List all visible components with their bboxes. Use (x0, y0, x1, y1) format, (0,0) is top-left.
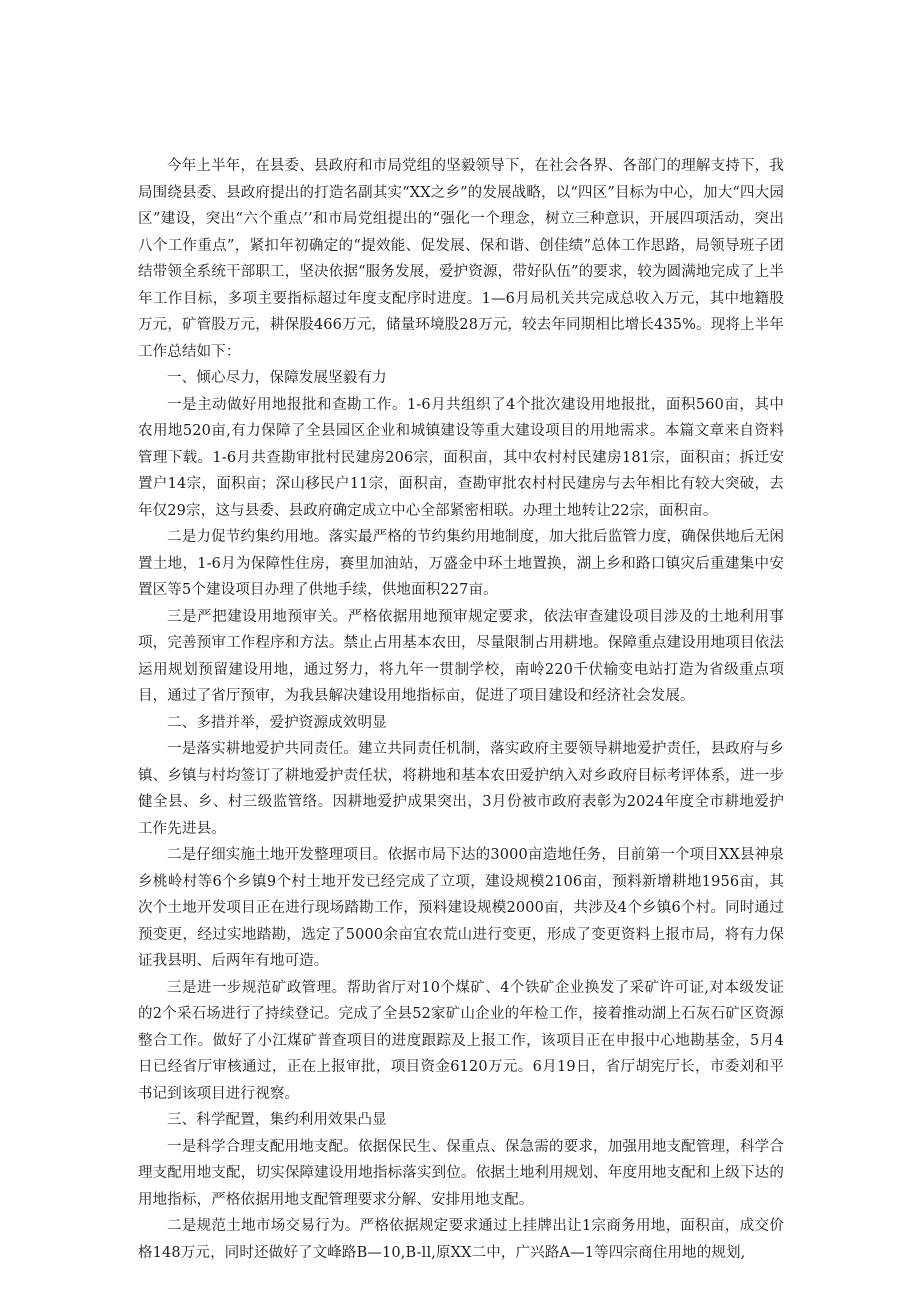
body-paragraph: 一是主动做好用地报批和查勘工作。1-6月共组织了4个批次建设用地报批，面积560亩，其中农用地520亩,有力保障了全县园区企业和城镇建设等重大建设项目的用地需求。本篇文章来自资料管理下载。1-6月共查勘审批村民建房206宗，面积亩，其中农村村民建房181宗，面积亩；拆迁安置户14宗，面积亩；深山移民户11宗，面积亩，查勘审批农村村民建房与去年相比有较大突破，去年仅29宗，这与县委、县政府确定成立中心全部紧密相联。办理土地转让22宗，面积亩。 (138, 396, 784, 519)
body-paragraph: 三是严把建设用地预审关。严格依据用地预审规定要求，依法审查建设项目涉及的土地利用事项，完善预审工作程序和方法。禁止占用基本农田，尽量限制占用耕地。保障重点建设用地项目依法运用规划预留建设用地，通过努力，将九年一贯制学校，南岭220千伏输变电站打造为省级重点项目，通过了省厅预审，为我县解决建设用地指标亩，促进了项目建设和经济社会发展。 (138, 608, 784, 704)
body-paragraph: 一是科学合理支配用地支配。依据保民生、保重点、保急需的要求，加强用地支配管理，科学合理支配用地支配，切实保障建设用地指标落实到位。依据土地利用规划、年度用地支配和上级下达的用地指标，严格依据用地支配管理要求分解、安排用地支配。 (138, 1138, 784, 1208)
document-body (138, 153, 784, 1266)
body-paragraph: 三是进一步规范矿政管理。帮助省厅对10个煤矿、4个铁矿企业换发了采矿许可证,对本级发证的2个采石场进行了持续登记。完成了全县52家矿山企业的年检工作，接着推动湖上石灰石矿区资源整合工作。做好了小江煤矿普查项目的进度跟踪及上报工作，该项目正在申报中心地勘基金，5月4日已经省厅审核通过，正在上报审批，项目资金6120万元。6月19日，省厅胡宪厅长，市委刘和平书记到该项目进行视察。 (138, 979, 784, 1102)
body-paragraph: 一是落实耕地爱护共同责任。建立共同责任机制，落实政府主要领导耕地爱护责任，县政府与乡镇、乡镇与村均签订了耕地爱护责任状，将耕地和基本农田爱护纳入对乡政府目标考评体系，进一步健全县、乡、村三级监管络。因耕地爱护成果突出，3月份被市政府表彰为2024年度全市耕地爱护工作先进县。 (138, 741, 784, 837)
body-paragraph: 二是力促节约集约用地。落实最严格的节约集约用地制度，加大批后监管力度，确保供地后无闲置土地，1-6月为保障性住房，赛里加油站，万盛金中环土地置换，湖上乡和路口镇灾后重建集中安置区等5个建设项目办理了供地手续，供地面积227亩。 (138, 529, 784, 598)
intro-paragraph: 今年上半年，在县委、县政府和市局党组的坚毅领导下，在社会各界、各部门的理解支持下，我局围绕县委、县政府提出的打造名副其实“XX之乡”的发展战略，以“四区”目标为中心，加大“四大园区”建设，突出“六个重点’’和市局党组提出的“强化一个理念，树立三种意识，开展四项活动，突出八个工作重点”，紧扣年初确定的“提效能、促发展、保和谐、创佳绩”总体工作思路，局领导班子团结带领全系统干部职工，坚决依据“服务发展，爱护资源，带好队伍”的要求，较为圆满地完成了上半年工作目标，多项主要指标超过年度支配序时进度。1—6月局机关共完成总收入万元，其中地籍股万元，矿管股万元，耕保股466万元，储量环境股28万元，较去年同期相比增长435%。现将上半年工作总结如下： (138, 158, 784, 360)
section-heading-2: 二、多措并举，爱护资源成效明显 (167, 714, 387, 731)
section-heading-1: 一、倾心尽力，保障发展坚毅有力 (167, 370, 387, 386)
section-heading-3: 三、科学配置，集约利用效果凸显 (167, 1112, 387, 1128)
body-paragraph: 二是规范土地市场交易行为。严格依据规定要求通过上挂牌出让1宗商务用地，面积亩，成交价格148万元，同时还做好了文峰路B—10,B-ll,原XX二中，广兴路A—1等四宗商住用地的规划, (138, 1218, 784, 1261)
body-paragraph: 二是仔细实施土地开发整理项目。依据市局下达的3000亩造地任务，目前第一个项目XX县神泉乡桃岭村等6个乡镇9个村土地开发已经完成了立项，建设规模2106亩，预料新增耕地1956亩，其次个土地开发项目正在进行现场踏勘工作，预料建设规模2000亩，共涉及4个乡镇6个村。同时通过预变更，经过实地踏勘，选定了5000余亩宜农荒山进行变更，形成了变更资料上报市局，将有力保证我县明、后两年有地可造。 (138, 847, 784, 969)
